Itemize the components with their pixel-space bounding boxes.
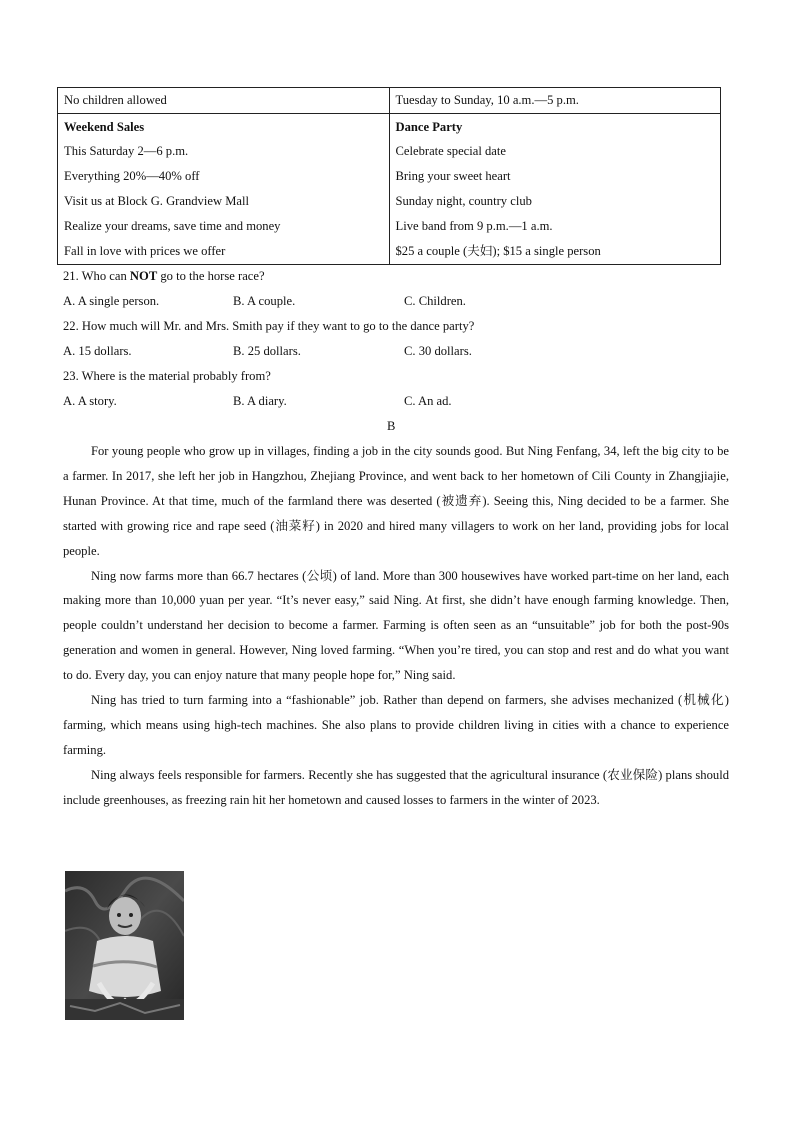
question-stem-23 [63, 364, 743, 389]
dance-party-line: Sunday night, country club [395, 194, 532, 208]
table-row [58, 114, 721, 265]
table-cell-opening-hours [389, 88, 721, 114]
question-text: 22. How much will Mr. and Mrs. Smith pay if they want to go to the dance party? [63, 319, 475, 333]
farmer-photo-image [65, 871, 184, 1020]
option-a: A. A single person. [63, 294, 160, 308]
weekend-sales-line: Everything 20%—40% off [64, 169, 200, 183]
option-c: C. 30 dollars. [404, 344, 472, 358]
table-cell-age-rule [58, 88, 390, 114]
question-stem-21 [63, 264, 743, 289]
passage-paragraph: Ning now farms more than 66.7 hectares (公顷) of land. More than 300 housewives have worked part-time on her land, each making more than 10,000 yuan per year. “It’s never easy,” said Ning. At first, she didn’t have enough farming knowledge. Then, people couldn’t understand her decision to become a farmer. Farming is often seen as an “unsuitable” job for both the post-90s generation and women in general. However, Ning loved farming. “When you’re tired, you can stop and rest and do what you want to do. Every day, you can enjoy nature that many people hope for,” Ning said. [63, 568, 729, 683]
table-row [58, 88, 721, 114]
option-c: C. An ad. [404, 394, 452, 408]
passage-paragraph: Ning has tried to turn farming into a “fashionable” job. Rather than depend on farmers, she advises mechanized (机械化) farming, which means using high-tech machines. She also plans to provide children living in cities with a chance to experience farming. [63, 693, 729, 757]
dance-party-line: Bring your sweet heart [395, 169, 511, 183]
weekend-sales-line: Realize your dreams, save time and money [64, 219, 281, 233]
reading-passage [63, 439, 729, 813]
option-b: B. A couple. [233, 294, 296, 308]
ad-table [57, 87, 721, 265]
farmer-photo [65, 871, 184, 1020]
question-options-21 [63, 289, 743, 314]
dance-party-cell [389, 114, 721, 265]
weekend-sales-line: Visit us at Block G. Grandview Mall [64, 194, 249, 208]
passage-paragraph: For young people who grow up in villages, finding a job in the city sounds good. But Ning Fenfang, 34, left the big city to be a farmer. In 2017, she left her job in Hangzhou, Zhejiang Province, and went back to her hometown of Cili County in Zhangjiajie, Hunan Province. At that time, much of the farmland there was deserted (被遗弃). Seeing this, Ning decided to be a farmer. She started with growing rice and rape seed (油菜籽) in 2020 and hired many villagers to work on her land, providing jobs for local people. [63, 444, 729, 558]
age-rule-text: No children allowed [64, 93, 167, 107]
option-a: A. 15 dollars. [63, 344, 132, 358]
question-options-22 [63, 339, 743, 364]
section-label: B [387, 419, 396, 433]
opening-hours-text: Tuesday to Sunday, 10 a.m.—5 p.m. [395, 93, 579, 107]
dance-party-title: Dance Party [395, 120, 463, 134]
passage-paragraph: Ning always feels responsible for farmers. Recently she has suggested that the agricultural insurance (农业保险) plans should include greenhouses, as freezing rain hit her hometown and caused losses to farmers in the winter of 2023. [63, 767, 729, 807]
question-text: 21. Who can [63, 269, 130, 283]
dance-party-line: $25 a couple (夫妇); $15 a single person [395, 244, 601, 258]
question-text: go to the horse race? [157, 269, 265, 283]
option-a: A. A story. [63, 394, 117, 408]
question-list [63, 264, 743, 414]
weekend-sales-title: Weekend Sales [64, 120, 145, 134]
weekend-sales-line: Fall in love with prices we offer [64, 244, 226, 258]
dance-party-line: Celebrate special date [395, 144, 506, 158]
question-emphasis: NOT [129, 269, 158, 283]
option-c: C. Children. [404, 294, 466, 308]
option-b: B. 25 dollars. [233, 344, 301, 358]
option-b: B. A diary. [233, 394, 287, 408]
weekend-sales-cell [58, 114, 390, 265]
weekend-sales-line: This Saturday 2—6 p.m. [64, 144, 189, 158]
dance-party-line: Live band from 9 p.m.—1 a.m. [395, 219, 553, 233]
question-text: 23. Where is the material probably from? [63, 369, 271, 383]
question-options-23 [63, 389, 743, 414]
question-stem-22 [63, 314, 743, 339]
